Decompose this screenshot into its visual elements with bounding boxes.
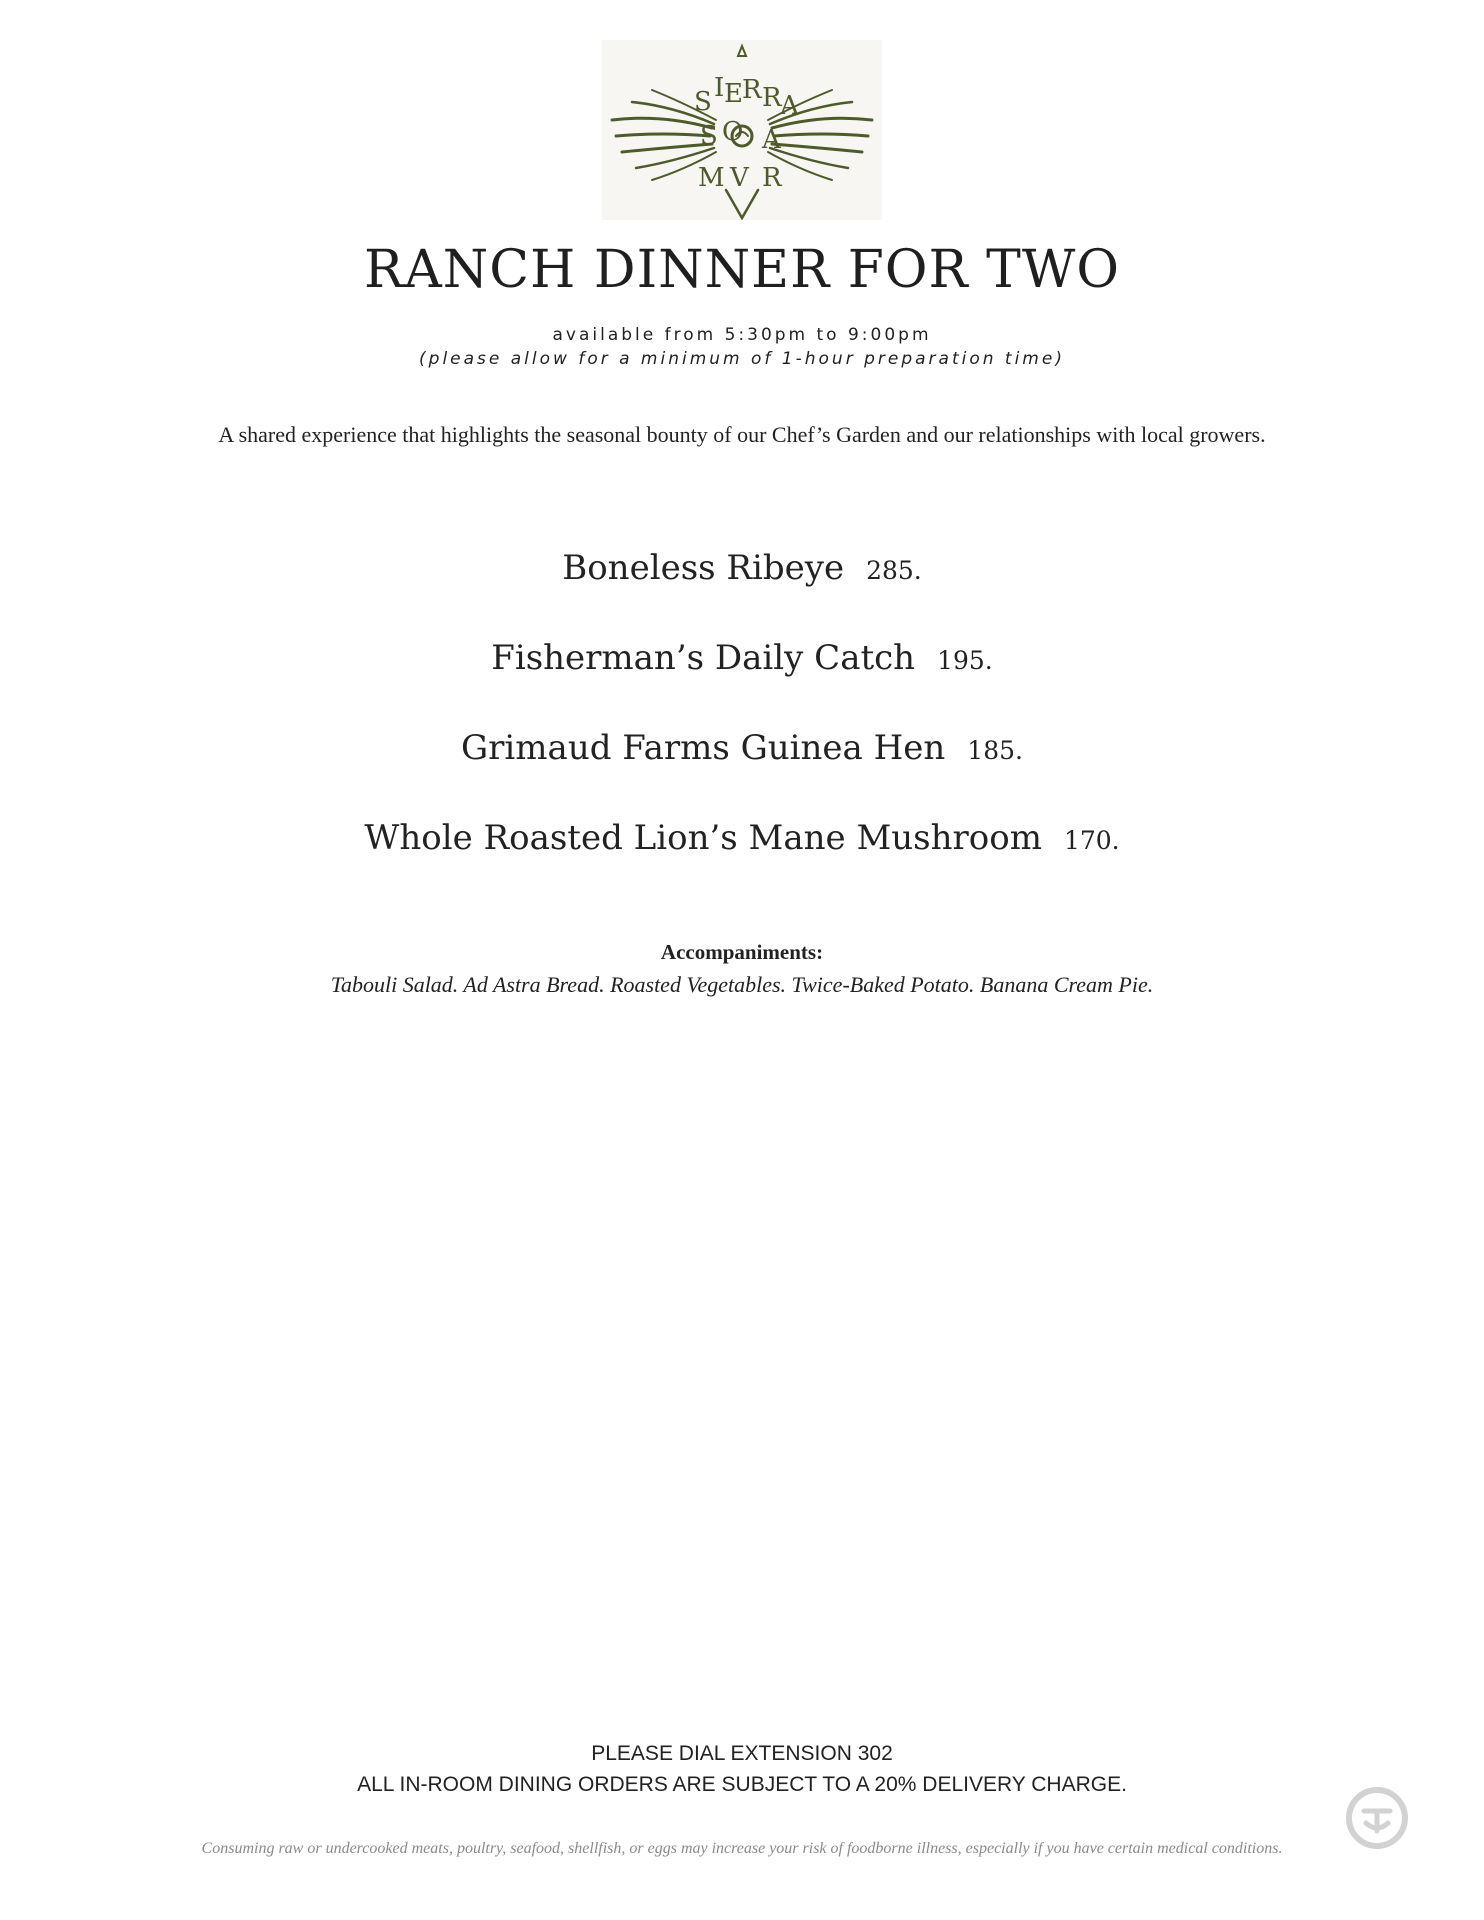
menu-item-name: Whole Roasted Lion’s Mane Mushroom <box>364 818 1042 858</box>
menu-item-name: Grimaud Farms Guinea Hen <box>461 728 946 768</box>
sierra-mar-logo <box>602 40 882 220</box>
dial-extension-note: PLEASE DIAL EXTENSION 302 <box>591 1742 893 1765</box>
svg-text:O: O <box>722 117 744 147</box>
food-safety-disclaimer: Consuming raw or undercooked meats, poultry, seafood, shellfish, or eggs may increase your risk of foodborne illness, especially if you have certain medical conditions. <box>201 1840 1283 1857</box>
svg-text:R: R <box>762 83 782 113</box>
page-title: RANCH DINNER FOR TWO <box>364 240 1120 300</box>
menu-item-name: Boneless Ribeye <box>562 548 845 588</box>
svg-text:R: R <box>762 163 782 193</box>
svg-text:S: S <box>700 121 718 151</box>
menu-item-price: 185. <box>967 736 1023 765</box>
sierra-mar-sun-logo-icon <box>602 40 882 220</box>
availability-hours: available from 5:30pm to 9:00pm <box>552 325 932 345</box>
menu-item <box>0 818 1484 858</box>
svg-text:I: I <box>714 73 725 103</box>
menu-item-price: 285. <box>866 556 922 585</box>
menu-item <box>0 728 1484 768</box>
accompaniments-label: Accompaniments: <box>660 940 824 964</box>
svg-text:R: R <box>742 75 762 105</box>
menu-item-price: 195. <box>937 646 993 675</box>
svg-text:E: E <box>724 79 743 109</box>
svg-text:V: V <box>730 163 749 193</box>
menu-item <box>0 548 1484 588</box>
svg-text:A: A <box>780 91 799 121</box>
menu-item-price: 170. <box>1063 826 1120 855</box>
menu-item <box>0 638 1484 678</box>
delivery-charge-note: ALL IN-ROOM DINING ORDERS ARE SUBJECT TO A 20% DELIVERY CHARGE. <box>357 1773 1127 1796</box>
svg-text:M: M <box>698 163 725 193</box>
svg-text:A: A <box>762 125 781 155</box>
menu-item-name: Fisherman’s Daily Catch <box>491 638 916 678</box>
svg-text:S: S <box>694 87 712 117</box>
accompaniments-list: Tabouli Salad. Ad Astra Bread. Roasted Vegetables. Twice-Baked Potato. Banana Cream Pie. <box>330 972 1154 997</box>
intro-text: A shared experience that highlights the seasonal bounty of our Chef’s Garden and our relationships with local growers. <box>218 422 1266 447</box>
preparation-note: (please allow for a minimum of 1-hour preparation time) <box>419 349 1065 369</box>
